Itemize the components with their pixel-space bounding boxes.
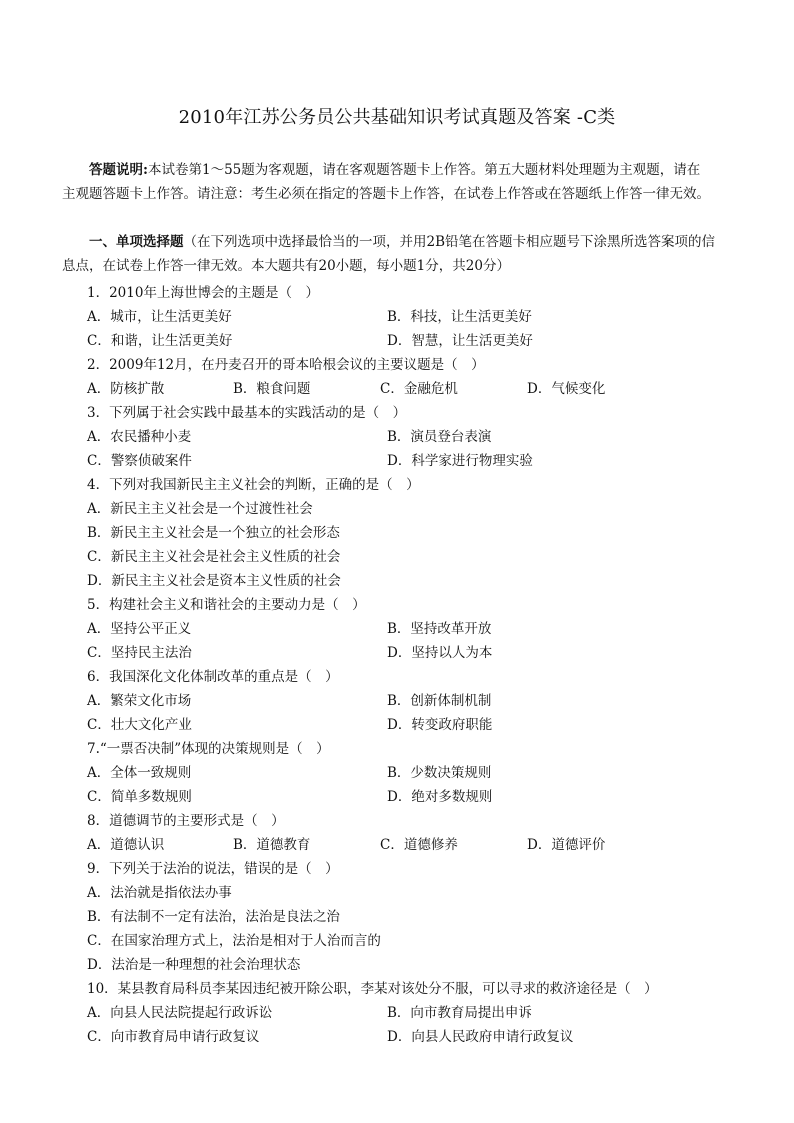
q6-option-c: C．壮大文化产业 [87,717,192,733]
question-2: 2．2009年12月，在丹麦召开的哥本哈根会议的主要议题是（ ） [87,357,485,373]
q1-option-d: D．智慧，让生活更美好 [387,333,533,349]
q2-option-a: A．防核扩散 [87,381,165,397]
question-1: 1．2010年上海世博会的主题是（ ） [87,285,319,301]
q8-option-b: B．道德教育 [233,837,311,853]
q2-option-d: D．气候变化 [527,381,606,397]
q9-option-d: D．法治是一种理想的社会治理状态 [87,957,301,973]
q3-option-c: C．警察侦破案件 [87,453,192,469]
q4-option-b: B．新民主主义社会是一个独立的社会形态 [87,525,340,541]
q7-option-b: B．少数决策规则 [387,765,492,781]
q3-option-b: B．演员登台表演 [387,429,492,445]
question-8: 8．道德调节的主要形式是（ ） [87,813,285,829]
question-5: 5．构建社会主义和谐社会的主要动力是（ ） [87,597,366,613]
q9-option-b: B．有法制不一定有法治，法治是良法之治 [87,909,340,925]
instructions-text-line2: 主观题答题卡上作答。请注意：考生必须在指定的答题卡上作答，在试卷上作答或在答题纸上作答一律无效。 [62,186,710,202]
q4-option-d: D．新民主主义社会是资本主义性质的社会 [87,573,341,589]
q10-option-a: A．向县人民法院提起行政诉讼 [87,1005,273,1021]
instructions-paragraph [62,158,732,206]
q4-option-c: C．新民主主义社会是社会主义性质的社会 [87,549,341,565]
q1-option-b: B．科技，让生活更美好 [387,309,532,325]
question-10: 10．某县教育局科员李某因违纪被开除公职，李某对该处分不服，可以寻求的救济途径是（ ） [87,981,658,997]
q2-option-b: B．粮食问题 [233,381,311,397]
q7-option-d: D．绝对多数规则 [387,789,493,805]
q1-option-c: C．和谐，让生活更美好 [87,333,233,349]
question-4: 4．下列对我国新民主主义社会的判断，正确的是（ ） [87,477,420,493]
q7-option-c: C．简单多数规则 [87,789,192,805]
question-6: 6．我国深化文化体制改革的重点是（ ） [87,669,339,685]
q8-option-c: C．道德修养 [380,837,458,853]
q10-option-d: D．向县人民政府申请行政复议 [387,1029,574,1045]
section-intro [62,230,732,278]
section-desc-line2: 息点，在试卷上作答一律无效。本大题共有20小题，每小题1分，共20分） [62,258,510,274]
q3-option-d: D．科学家进行物理实验 [387,453,533,469]
page-title: 2010年江苏公务员公共基础知识考试真题及答案 -C类 [178,107,616,128]
q6-option-a: A．繁荣文化市场 [87,693,192,709]
q10-option-b: B．向市教育局提出申诉 [387,1005,532,1021]
q5-option-b: B．坚持改革开放 [387,621,492,637]
q6-option-b: B．创新体制机制 [387,693,492,709]
q7-option-a: A．全体一致规则 [87,765,192,781]
instructions-label: 答题说明: [89,162,148,178]
q5-option-a: A．坚持公平正义 [87,621,192,637]
section-desc-line1: （在下列选项中选择最恰当的一项，并用2B铅笔在答题卡相应题号下涂黑所选答案项的信 [183,234,716,250]
q4-option-a: A．新民主主义社会是一个过渡性社会 [87,501,313,517]
q6-option-d: D．转变政府职能 [387,717,493,733]
q1-option-a: A．城市，让生活更美好 [87,309,232,325]
question-3: 3．下列属于社会实践中最基本的实践活动的是（ ） [87,405,407,421]
q10-option-c: C．向市教育局申请行政复议 [87,1029,260,1045]
q2-option-c: C．金融危机 [380,381,458,397]
section-heading: 一、单项选择题 [89,234,184,250]
question-9: 9．下列关于法治的说法，错误的是（ ） [87,861,339,877]
q5-option-c: C．坚持民主法治 [87,645,192,661]
q8-option-a: A．道德认识 [87,837,165,853]
q8-option-d: D．道德评价 [527,837,606,853]
q9-option-a: A．法治就是指依法办事 [87,885,232,901]
question-7: 7.“一票否决制”体现的决策规则是（ ） [87,741,330,757]
q3-option-a: A．农民播种小麦 [87,429,192,445]
q9-option-c: C．在国家治理方式上，法治是相对于人治而言的 [87,933,381,949]
q5-option-d: D．坚持以人为本 [387,645,493,661]
instructions-text-line1: 本试卷第1～55题为客观题，请在客观题答题卡上作答。第五大题材料处理题为主观题，请在 [147,162,701,178]
